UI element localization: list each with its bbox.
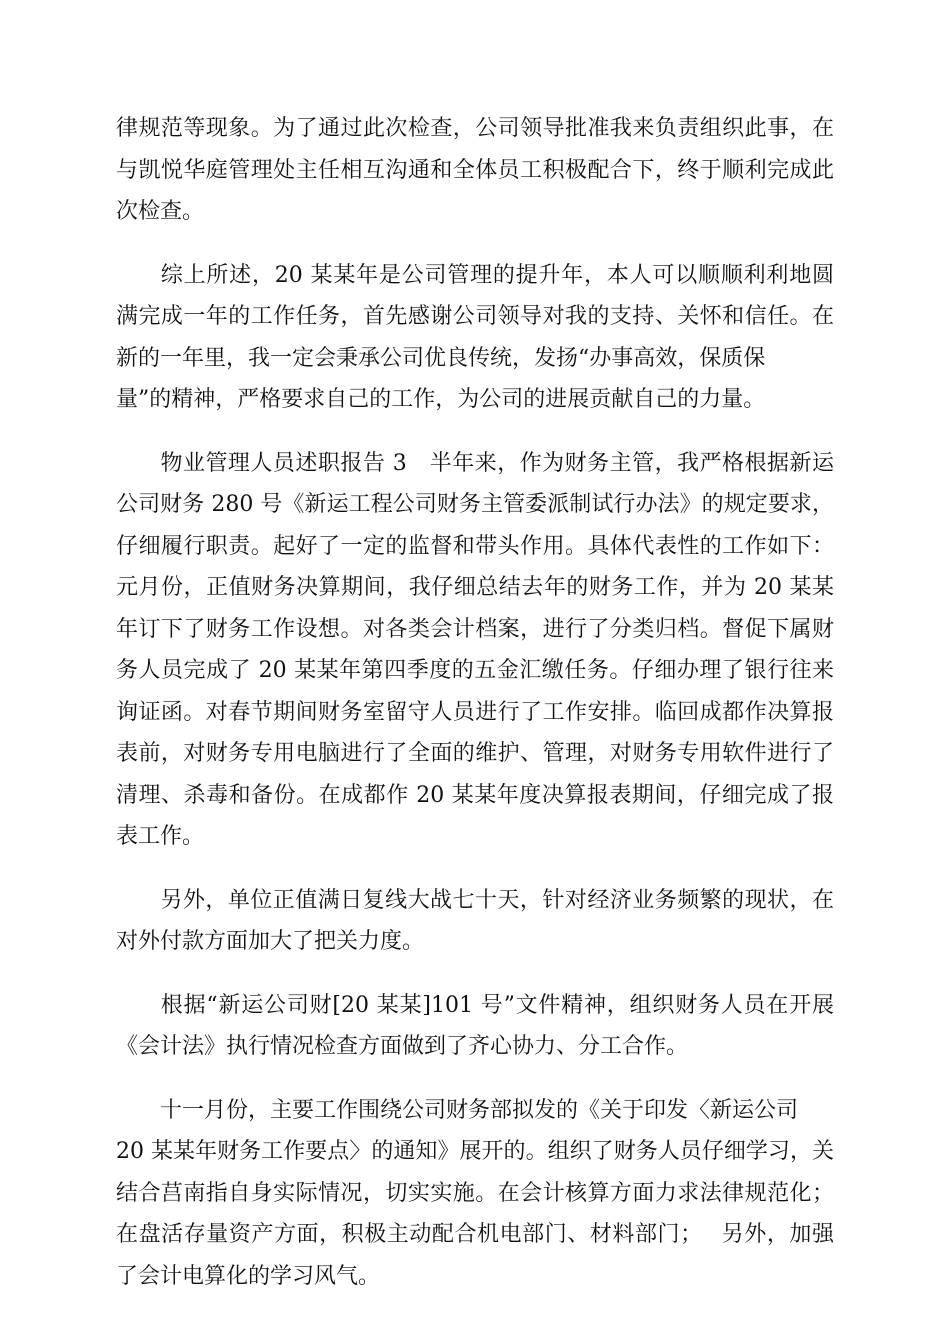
document-body (116, 108, 834, 1319)
text-line (116, 985, 834, 1027)
text-line: 与凯悦华庭管理处主任相互沟通和全体员工积极配合下，终于顺利完成此 (116, 157, 834, 183)
text-line: 表前，对财务专用电脑进行了全面的维护、管理，对财务专用软件进行了 (116, 741, 834, 766)
text-line: 次检查。 (116, 199, 205, 224)
text-line: 20 某某年财务工作要点〉的通知》展开的。组织了财务人员仔细学习，关 (116, 1139, 834, 1164)
text-line: 律规范等现象。为了通过此次检查，公司领导批准我来负责组织此事，在 (116, 116, 834, 141)
text-line: 满完成一年的工作任务，首先感谢公司领导对我的支持、关怀和信任。在 (116, 304, 834, 329)
text-line-content: 根据“新运公司财[20 某某]101 号”文件精神，组织财务人员在开展 (160, 992, 834, 1018)
text-line-content: 另外，单位正值满日复线大战七十天，针对经济业务频繁的现状，在 (160, 887, 834, 913)
text-line (116, 443, 834, 485)
text-line: 元月份，正值财务决算期间，我仔细总结去年的财务工作，并为 20 某某 (116, 575, 834, 600)
paragraph-4 (116, 880, 834, 963)
text-line (116, 255, 834, 297)
paragraph-5 (116, 985, 834, 1068)
text-line-content: 综上所述，20 某某年是公司管理的提升年，本人可以顺顺利利地圆 (160, 262, 834, 288)
text-line: 了会计电算化的学习风气。 (116, 1263, 381, 1289)
text-line: 《会计法》执行情况检查方面做到了齐心协力、分工合作。 (116, 1034, 689, 1059)
text-line: 新的一年里，我一定会秉承公司优良传统，发扬“办事高效，保质保 (116, 345, 766, 371)
paragraph-1 (116, 108, 834, 233)
text-line (116, 1090, 834, 1132)
text-line: 清理、杀毒和备份。在成都作 20 某某年度决算报表期间，仔细完成了报 (116, 782, 834, 808)
text-line: 在盘活存量资产方面，积极主动配合机电部门、材料部门； 另外，加强 (116, 1222, 834, 1247)
text-line: 询证函。对春节期间财务室留守人员进行了工作安排。临回成都作决算报 (116, 699, 834, 725)
text-line: 对外付款方面加大了把关力度。 (116, 929, 425, 954)
text-line: 量”的精神，严格要求自己的工作，为公司的进展贡献自己的力量。 (116, 387, 766, 412)
text-line-content: 物业管理人员述职报告 3 半年来，作为财务主管，我严格根据新运 (160, 450, 834, 476)
text-line: 公司财务 280 号《新运工程公司财务主管委派制试行办法》的规定要求， (116, 492, 834, 517)
paragraph-3 (116, 443, 834, 858)
paragraph-6 (116, 1090, 834, 1298)
text-line: 结合莒南指自身实际情况，切实实施。在会计核算方面力求法律规范化； (116, 1180, 834, 1206)
text-line: 表工作。 (116, 824, 205, 849)
text-line-content: 十一月份，主要工作围绕公司财务部拟发的《关于印发〈新运公司 (160, 1097, 799, 1123)
text-line: 仔细履行职责。起好了一定的监督和带头作用。具体代表性的工作如下： (116, 533, 834, 559)
text-line (116, 880, 834, 922)
paragraph-2 (116, 255, 834, 421)
text-line: 年订下了财务工作设想。对各类会计档案，进行了分类归档。督促下属财 (116, 616, 834, 642)
text-line: 务人员完成了 20 某某年第四季度的五金汇缴任务。仔细办理了银行往来 (116, 658, 834, 683)
